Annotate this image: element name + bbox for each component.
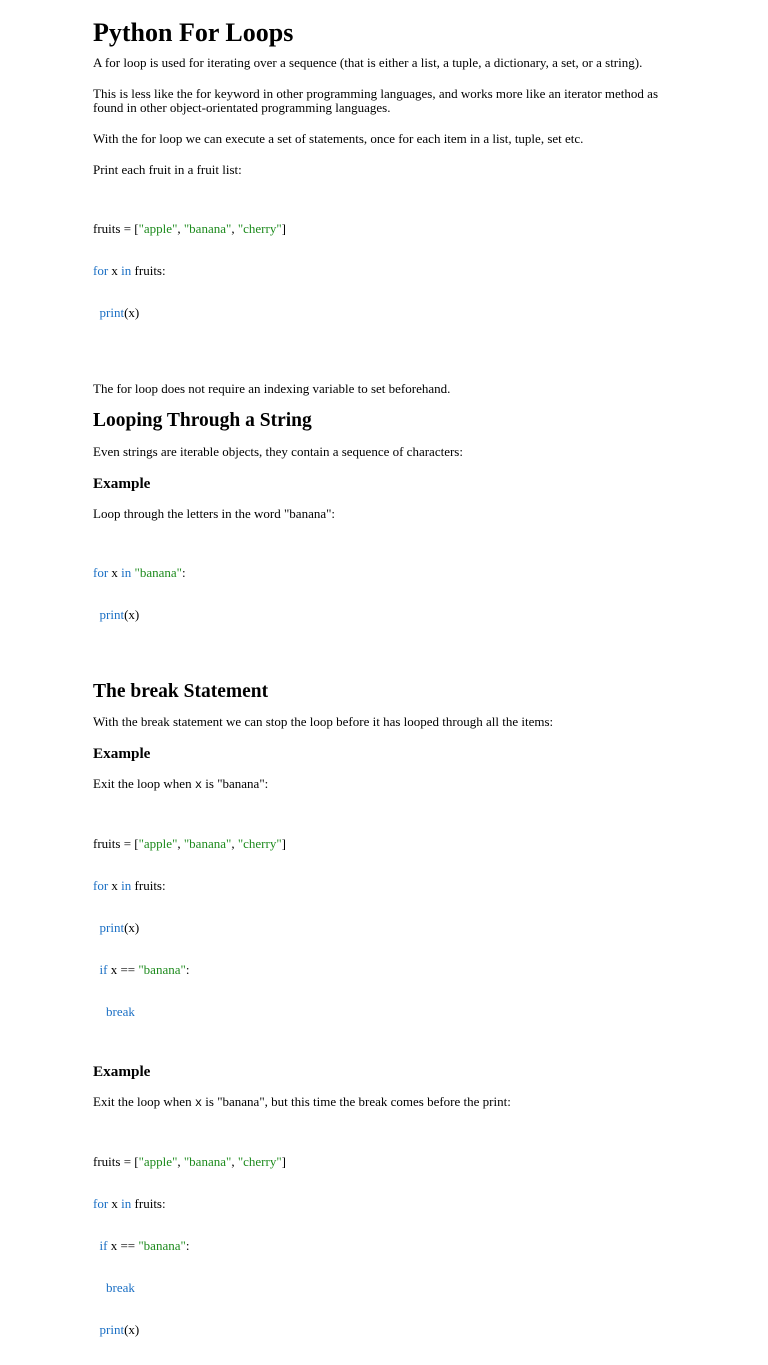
code-line [93, 963, 673, 977]
code-string: "banana" [183, 836, 232, 851]
code-line [93, 921, 673, 935]
code-text: ] [281, 1154, 286, 1169]
code-block-break-before-print [93, 1127, 673, 1365]
code-indent [93, 1004, 106, 1019]
code-string: "banana" [183, 221, 232, 236]
code-text: ] [281, 836, 286, 851]
code-line [93, 1239, 673, 1253]
section-heading-string: Looping Through a String [93, 410, 312, 431]
code-line [93, 608, 673, 622]
code-string: "cherry" [237, 1154, 282, 1169]
code-line [93, 837, 673, 851]
code-text: : [181, 565, 186, 580]
section-heading-break: The break Statement [93, 681, 269, 702]
document [93, 18, 673, 1365]
string-intro-text: Even strings are iterable objects, they contain a sequence of characters: [93, 444, 463, 459]
code-line [93, 1155, 673, 1169]
example-text: Exit the loop when [93, 776, 195, 791]
example-label: Example [93, 1063, 151, 1080]
inline-code-var: x [194, 1096, 203, 1110]
example-text: is "banana": [202, 776, 269, 791]
code-line [93, 1197, 673, 1211]
code-keyword: for [93, 878, 109, 893]
code-line [93, 264, 673, 278]
code-string: "apple" [138, 1154, 178, 1169]
code-indent [93, 1280, 106, 1295]
code-line [93, 222, 673, 236]
code-string: "banana" [138, 962, 186, 977]
code-string: "banana" [138, 1238, 186, 1253]
code-keyword: if [99, 962, 108, 977]
code-keyword: break [106, 1280, 135, 1295]
inline-code-var: x [194, 778, 203, 792]
code-block-fruit-list [93, 194, 673, 348]
code-string: "apple" [138, 836, 178, 851]
break-intro-text: With the break statement we can stop the loop before it has looped through all the items: [93, 714, 554, 729]
code-text: x [108, 1196, 122, 1211]
code-line [93, 306, 673, 320]
code-text: (x) [124, 920, 140, 935]
code-text: fruits = [ [93, 1154, 139, 1169]
code-keyword: if [99, 1238, 108, 1253]
code-keyword: print [99, 305, 125, 320]
code-line [93, 1281, 673, 1295]
code-string: "banana" [134, 565, 182, 580]
example-text: is "banana", but this time the break comes before the print: [202, 1094, 511, 1109]
example-description [93, 777, 673, 792]
example-description [93, 1095, 673, 1110]
code-text: fruits = [ [93, 221, 139, 236]
code-block-string-loop [93, 538, 673, 650]
code-line [93, 1323, 673, 1337]
code-text: : [185, 962, 190, 977]
indexing-note: The for loop does not require an indexing variable to set beforehand. [93, 381, 451, 396]
code-line [93, 566, 673, 580]
code-text: fruits = [ [93, 836, 139, 851]
code-text: fruits: [131, 878, 166, 893]
code-keyword: break [106, 1004, 135, 1019]
code-text: ] [281, 221, 286, 236]
page-title: Python For Loops [93, 18, 294, 47]
intro-paragraph-3: With the for loop we can execute a set of statements, once for each item in a list, tuple, set etc. [93, 131, 584, 146]
code-keyword: print [99, 607, 125, 622]
code-text: (x) [124, 1322, 140, 1337]
example-label: Example [93, 745, 151, 762]
code-text: , [231, 1154, 238, 1169]
code-string: "cherry" [237, 836, 282, 851]
intro-paragraph-4: Print each fruit in a fruit list: [93, 162, 242, 177]
code-string: "cherry" [237, 221, 282, 236]
code-text: : [185, 1238, 190, 1253]
code-text: fruits: [131, 263, 166, 278]
code-keyword: for [93, 263, 109, 278]
code-text: x == [107, 962, 139, 977]
code-keyword: print [99, 920, 125, 935]
code-text: x [108, 878, 122, 893]
code-block-break-after-print [93, 809, 673, 1047]
code-keyword: for [93, 565, 109, 580]
code-line [93, 1005, 673, 1019]
code-text: , [231, 836, 238, 851]
code-keyword: in [121, 1196, 132, 1211]
code-keyword: for [93, 1196, 109, 1211]
code-text: , [177, 1154, 184, 1169]
code-text: (x) [124, 607, 140, 622]
code-line [93, 879, 673, 893]
code-string: "banana" [183, 1154, 232, 1169]
code-keyword: in [121, 565, 132, 580]
example-description: Loop through the letters in the word "banana": [93, 506, 336, 521]
intro-paragraph-2: This is less like the for keyword in other programming languages, and works more like an iterator method as found in other object-orientated programming languages. [93, 86, 658, 115]
code-keyword: print [99, 1322, 125, 1337]
code-text: x [108, 263, 122, 278]
code-text: , [231, 221, 238, 236]
example-label: Example [93, 475, 151, 492]
code-text: fruits: [131, 1196, 166, 1211]
intro-paragraph-1: A for loop is used for iterating over a sequence (that is either a list, a tuple, a dictionary, a set, or a string). [93, 55, 643, 70]
code-text: (x) [124, 305, 140, 320]
code-keyword: in [121, 263, 132, 278]
example-text: Exit the loop when [93, 1094, 195, 1109]
code-text: , [177, 221, 184, 236]
code-text: x [108, 565, 122, 580]
code-text: , [177, 836, 184, 851]
code-string: "apple" [138, 221, 178, 236]
code-keyword: in [121, 878, 132, 893]
code-text: x == [107, 1238, 139, 1253]
